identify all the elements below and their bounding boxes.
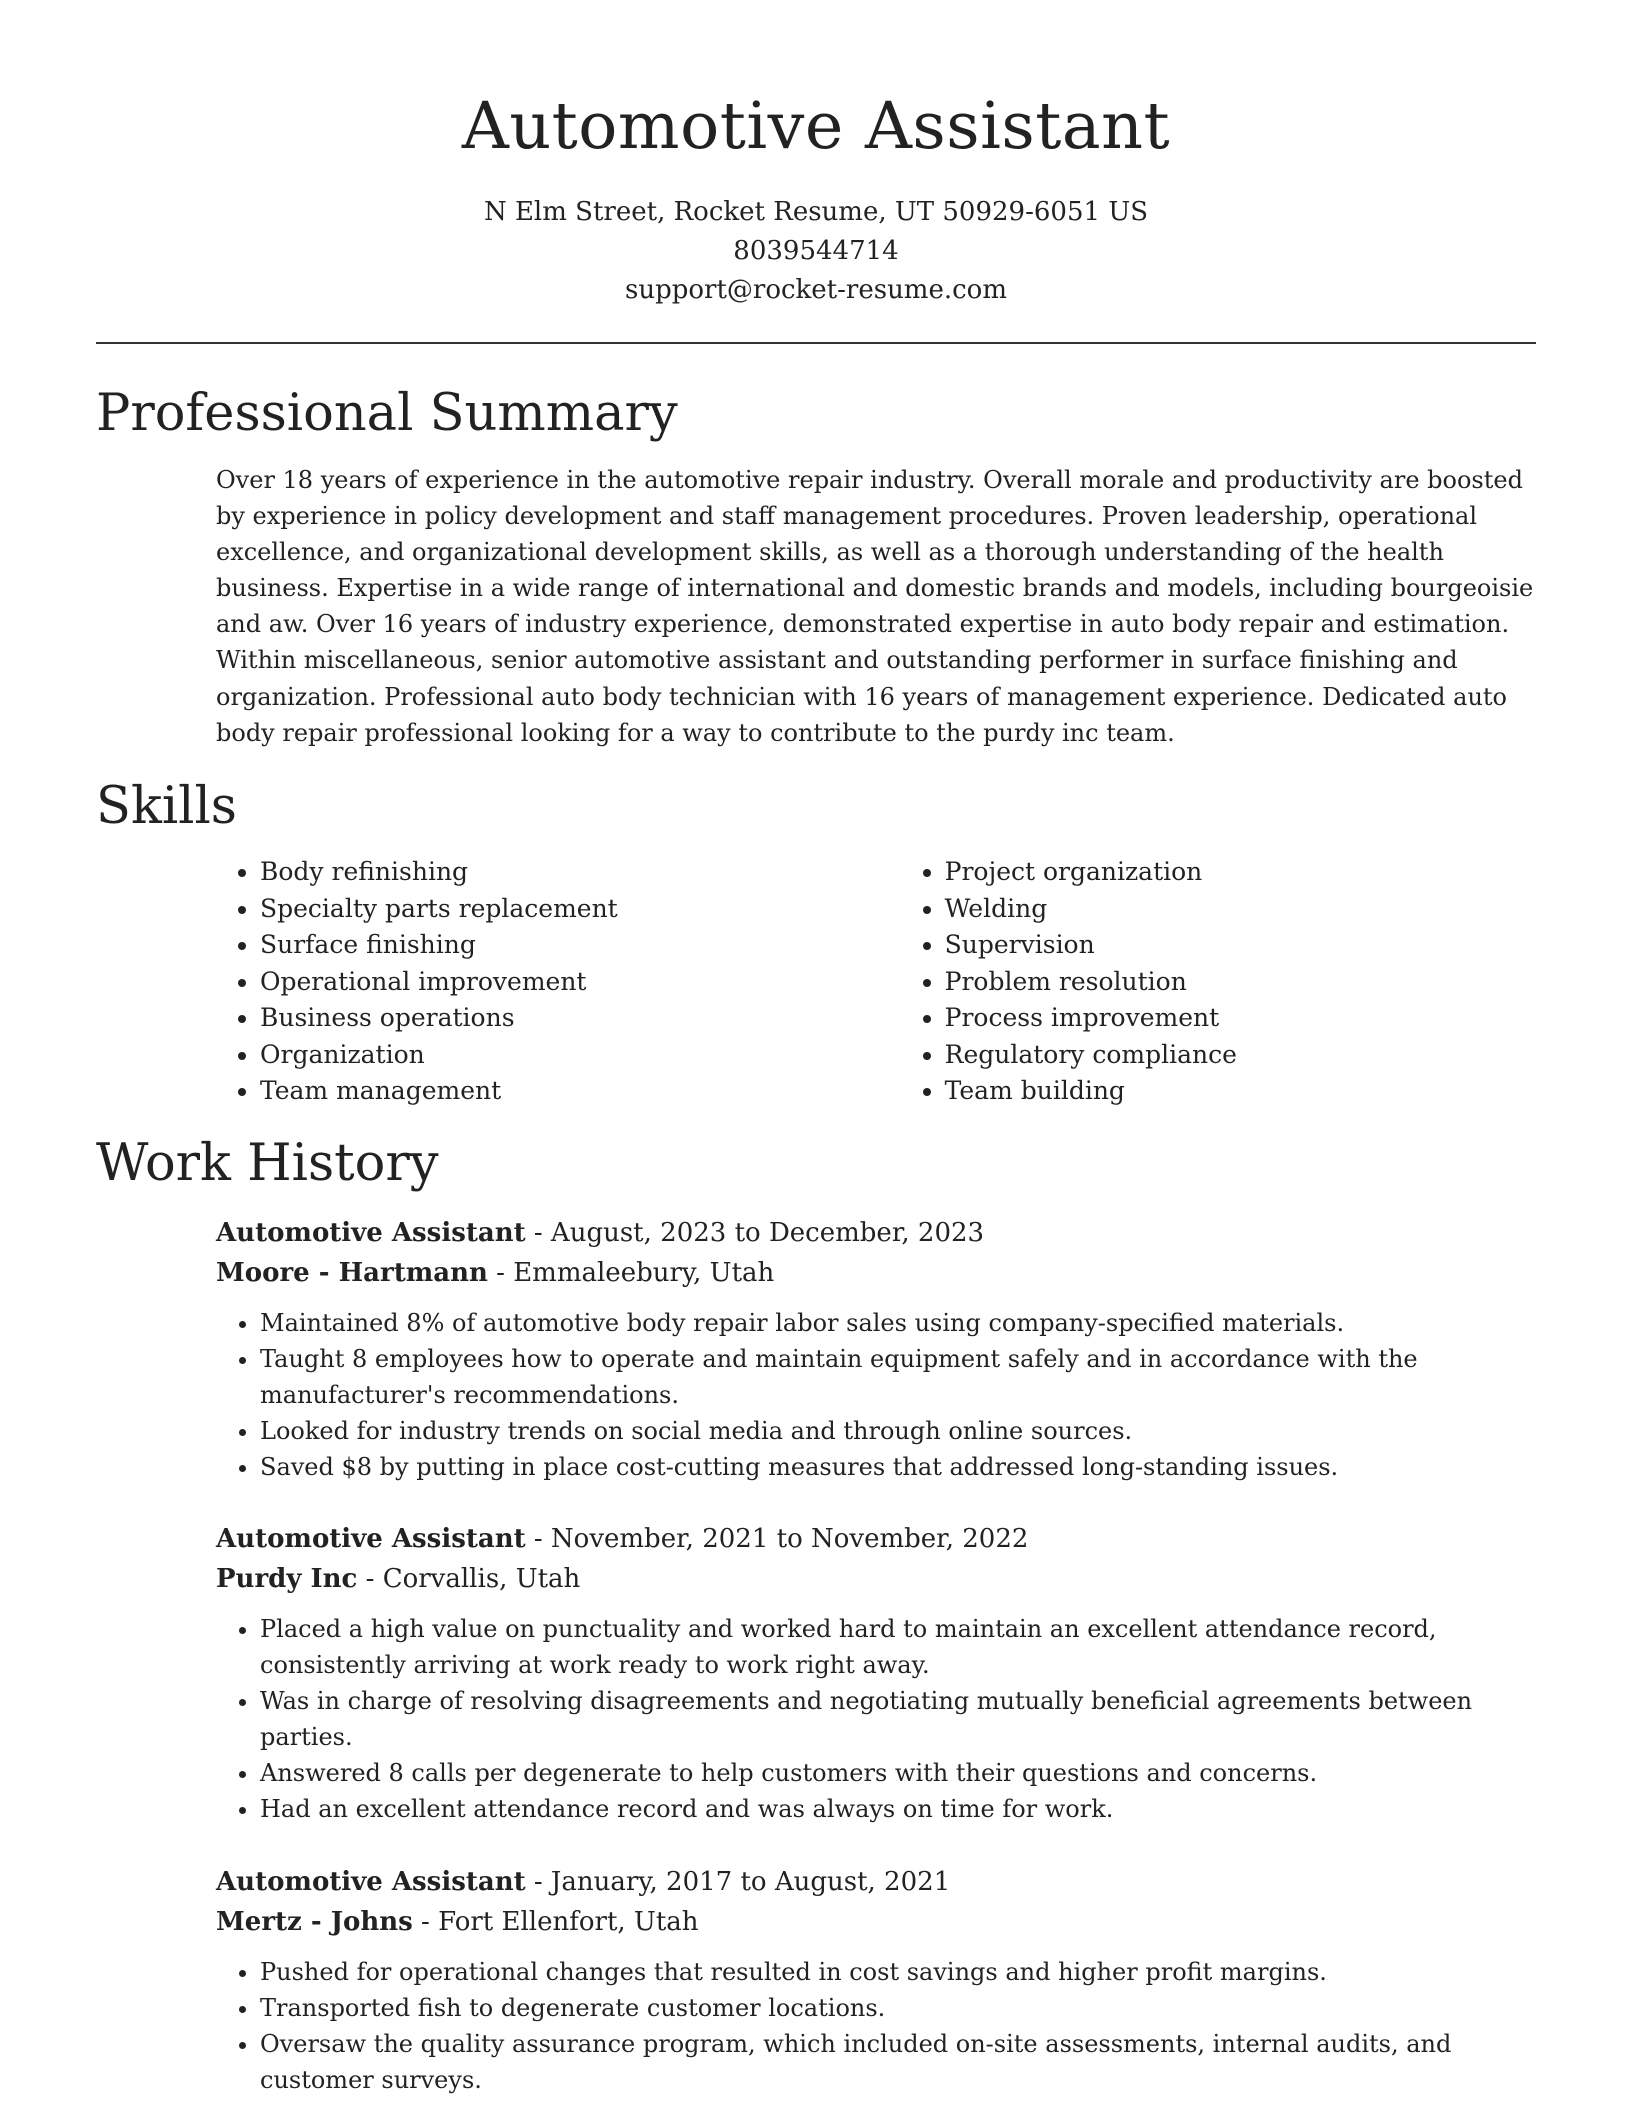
summary-heading: Professional Summary — [96, 384, 678, 443]
skill-item: • Team building — [945, 1073, 1536, 1110]
job-title: Automotive Assistant — [216, 1867, 526, 1897]
skill-item: • Specialty parts replacement — [260, 891, 901, 928]
job-dates: - August, 2023 to December, 2023 — [525, 1218, 985, 1248]
job-title-line — [216, 1862, 1540, 1902]
job-location: - Fort Ellenfort, Utah — [412, 1907, 699, 1937]
skill-item: • Operational improvement — [260, 964, 901, 1001]
job-location: - Emmaleebury, Utah — [487, 1258, 775, 1288]
contact-block — [0, 193, 1632, 310]
contact-address: N Elm Street, Rocket Resume, UT 50929-6051 US — [483, 197, 1149, 227]
skills-column-right — [901, 854, 1536, 1110]
job-dates: - January, 2017 to August, 2021 — [525, 1867, 951, 1897]
contact-phone: 8039544714 — [733, 236, 899, 266]
job-title-line — [216, 1519, 1540, 1559]
job-bullet: • Had an excellent attendance record and was always on time for work. — [260, 1791, 1540, 1827]
skill-item: • Body refinishing — [260, 854, 901, 891]
summary-text: Over 18 years of experience in the automotive repair industry. Overall morale and productivity are boosted by experience in policy development and staff management procedures. Proven leadership, operational excellence, and organizational development skills, as well as a thorough understanding of the health business. Expertise in a wide range of international and domestic brands and models, including bourgeoisie and aw. Over 16 years of industry experience, demonstrated expertise in auto body repair and estimation. Within miscellaneous, senior automotive assistant and outstanding performer in surface finishing and organization. Professional auto body technician with 16 years of management experience. Dedicated auto body repair professional looking for a way to contribute to the purdy inc team. — [216, 466, 1534, 747]
job-company: Moore - Hartmann — [216, 1258, 488, 1288]
skill-item: • Problem resolution — [945, 964, 1536, 1001]
skills-heading: Skills — [96, 777, 237, 836]
job-bullet: • Maintained 8% of automotive body repair labor sales using company-specified materials. — [260, 1305, 1540, 1341]
skill-item: • Project organization — [945, 854, 1536, 891]
skill-item: • Process improvement — [945, 1000, 1536, 1037]
job-title: Automotive Assistant — [216, 1524, 526, 1554]
resume-name: Automotive Assistant — [461, 89, 1171, 164]
contact-email: support@rocket-resume.com — [624, 275, 1007, 305]
skill-item: • Team management — [260, 1073, 901, 1110]
skill-item: • Welding — [945, 891, 1536, 928]
job-entry — [216, 1862, 1540, 2098]
job-title: Automotive Assistant — [216, 1218, 526, 1248]
job-bullet: • Placed a high value on punctuality and worked hard to maintain an excellent attendance record, consistently arriving at work ready to work right away. — [260, 1611, 1540, 1683]
job-bullets — [216, 1954, 1540, 2098]
job-company: Purdy Inc — [216, 1564, 358, 1594]
job-bullets — [216, 1305, 1540, 1485]
job-bullet: • Saved $8 by putting in place cost-cutting measures that addressed long-standing issues. — [260, 1449, 1540, 1485]
job-entry — [216, 1519, 1540, 1827]
skills-column-left — [216, 854, 901, 1110]
job-company: Mertz - Johns — [216, 1907, 413, 1937]
skill-item: • Organization — [260, 1037, 901, 1074]
job-company-line — [216, 1253, 1540, 1293]
job-bullet: • Looked for industry trends on social media and through online sources. — [260, 1413, 1540, 1449]
work-history-heading: Work History — [96, 1134, 439, 1193]
job-bullets — [216, 1611, 1540, 1827]
job-company-line — [216, 1902, 1540, 1942]
job-location: - Corvallis, Utah — [357, 1564, 581, 1594]
job-bullet: • Was in charge of resolving disagreements and negotiating mutually beneficial agreements between parties. — [260, 1683, 1540, 1755]
job-title-line — [216, 1213, 1540, 1253]
job-company-line — [216, 1559, 1540, 1599]
skill-item: • Surface finishing — [260, 927, 901, 964]
skill-item: • Supervision — [945, 927, 1536, 964]
job-dates: - November, 2021 to November, 2022 — [525, 1524, 1029, 1554]
job-bullet: • Oversaw the quality assurance program, which included on-site assessments, internal audits, and customer surveys. — [260, 2026, 1540, 2098]
job-bullet: • Transported fish to degenerate customer locations. — [260, 1990, 1540, 2026]
job-bullet: • Pushed for operational changes that resulted in cost savings and higher profit margins. — [260, 1954, 1540, 1990]
skill-item: • Business operations — [260, 1000, 901, 1037]
skills-list — [216, 854, 1536, 1110]
header-divider — [96, 342, 1536, 344]
skill-item: • Regulatory compliance — [945, 1037, 1536, 1074]
job-bullet: • Answered 8 calls per degenerate to help customers with their questions and concerns. — [260, 1755, 1540, 1791]
job-entry — [216, 1213, 1540, 1485]
job-bullet: • Taught 8 employees how to operate and maintain equipment safely and in accordance with the manufacturer's recommendations. — [260, 1341, 1540, 1413]
